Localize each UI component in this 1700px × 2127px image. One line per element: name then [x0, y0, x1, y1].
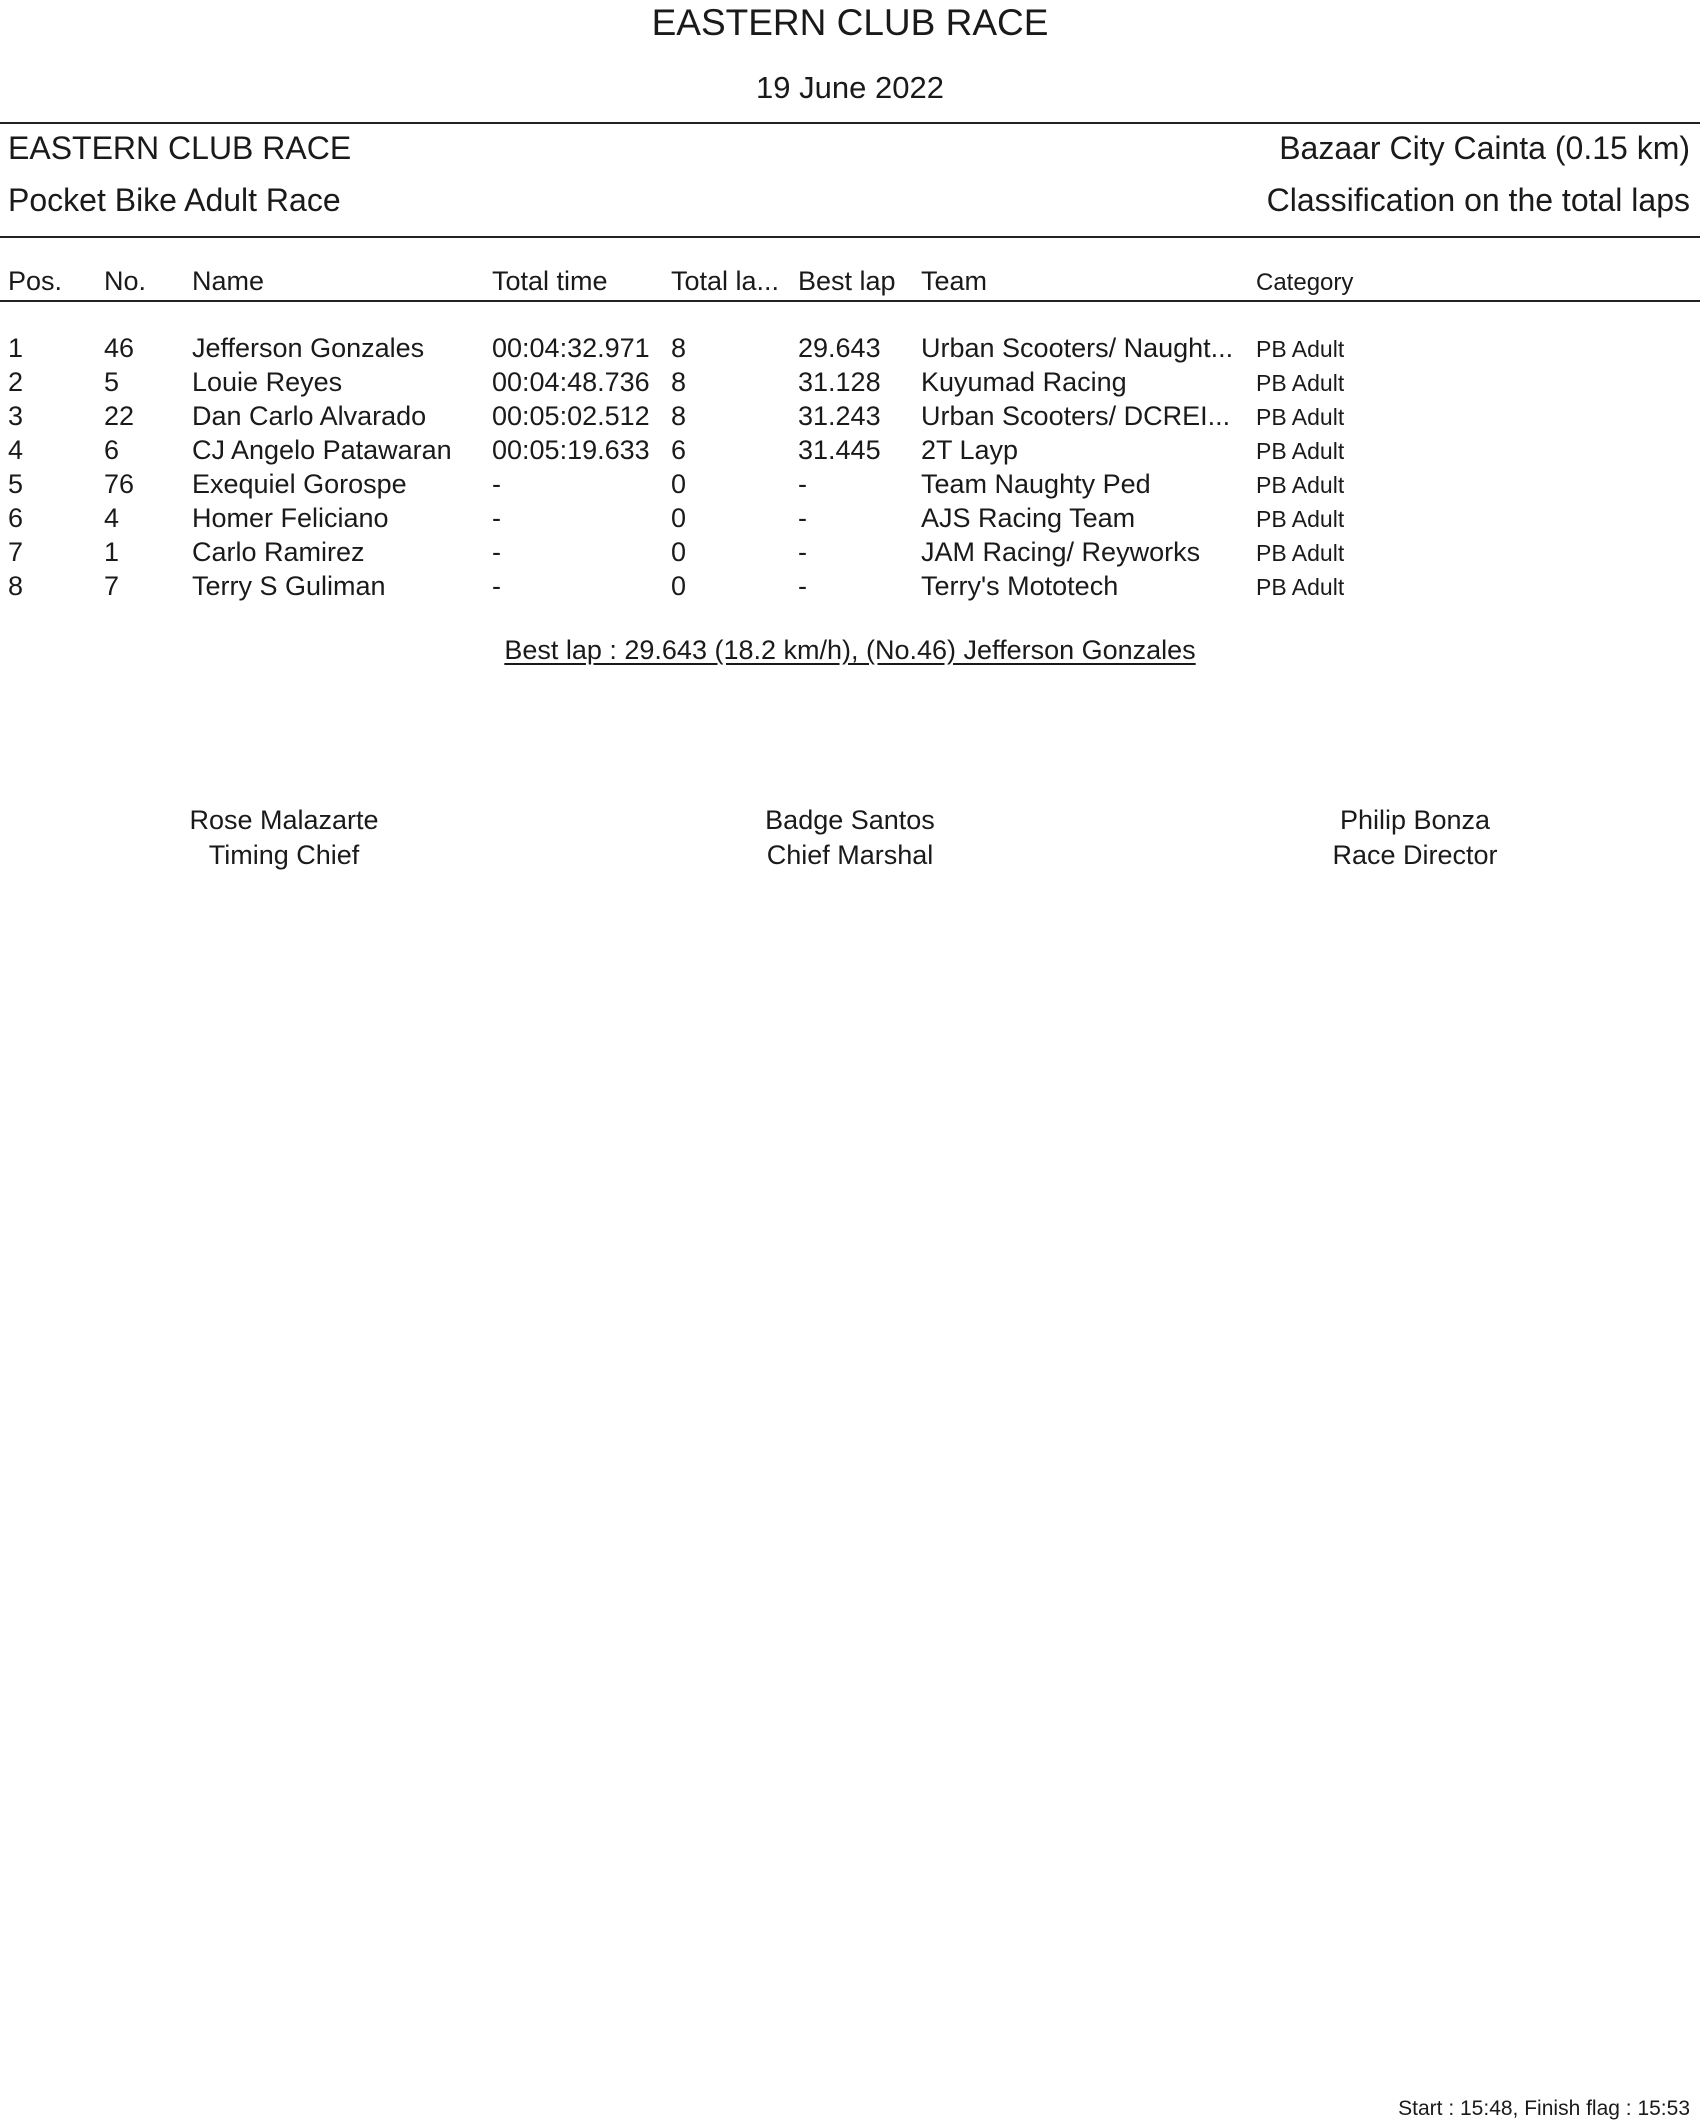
cell-total-laps: 0 [671, 503, 687, 533]
col-header-category: Category [1256, 269, 1354, 296]
cell-total-laps: 0 [671, 469, 687, 499]
table-row [0, 401, 1700, 435]
cell-best-lap: 31.445 [798, 435, 881, 465]
venue: Bazaar City Cainta (0.15 km) [1279, 130, 1690, 166]
signatory-role: Race Director [1332, 840, 1498, 870]
cell-best-lap: 31.128 [798, 367, 881, 397]
page-title: EASTERN CLUB RACE [651, 2, 1049, 43]
best-lap-summary-text: Best lap : 29.643 (18.2 km/h), (No.46) Jefferson Gonzales [504, 635, 1196, 665]
col-header-total-laps: Total la... [671, 266, 780, 296]
cell-pos: 8 [8, 571, 24, 601]
cell-pos: 3 [8, 401, 24, 431]
cell-name: Dan Carlo Alvarado [192, 401, 427, 431]
signature-race-director [1215, 803, 1615, 873]
race-date: 19 June 2022 [756, 70, 944, 105]
cell-pos: 4 [8, 435, 24, 465]
cell-name: Jefferson Gonzales [192, 333, 425, 363]
cell-no: 76 [104, 469, 135, 499]
cell-pos: 7 [8, 537, 24, 567]
cell-total-laps: 0 [671, 537, 687, 567]
cell-name: Exequiel Gorospe [192, 469, 407, 499]
cell-total-time: 00:05:19.633 [492, 435, 650, 465]
cell-total-time: 00:04:32.971 [492, 333, 650, 363]
cell-team: Team Naughty Ped [921, 469, 1151, 499]
start-finish-times: Start : 15:48, Finish flag : 15:53 [1398, 2097, 1690, 2120]
cell-team: JAM Racing/ Reyworks [921, 537, 1201, 567]
cell-no: 6 [104, 435, 120, 465]
divider [0, 236, 1700, 238]
cell-no: 46 [104, 333, 135, 363]
cell-pos: 2 [8, 367, 24, 397]
cell-name: Louie Reyes [192, 367, 343, 397]
signature-chief-marshal [650, 803, 1050, 873]
cell-no: 1 [104, 537, 120, 567]
table-row [0, 333, 1700, 367]
signatory-name: Philip Bonza [1339, 805, 1491, 835]
cell-total-laps: 0 [671, 571, 687, 601]
cell-no: 7 [104, 571, 120, 601]
cell-team: Kuyumad Racing [921, 367, 1127, 397]
cell-best-lap: 29.643 [798, 333, 881, 363]
cell-total-time: - [492, 571, 501, 601]
cell-name: Carlo Ramirez [192, 537, 365, 567]
table-row [0, 469, 1700, 503]
signatory-role: Chief Marshal [766, 840, 934, 870]
divider [0, 300, 1700, 302]
cell-category: PB Adult [1256, 574, 1345, 600]
table-row [0, 503, 1700, 537]
cell-name: Terry S Guliman [192, 571, 386, 601]
cell-category: PB Adult [1256, 540, 1345, 566]
table-row [0, 435, 1700, 469]
cell-total-time: 00:04:48.736 [492, 367, 650, 397]
table-row [0, 537, 1700, 571]
cell-best-lap: 31.243 [798, 401, 881, 431]
event-name: EASTERN CLUB RACE [8, 130, 352, 166]
table-row [0, 571, 1700, 605]
cell-pos: 6 [8, 503, 24, 533]
signatory-name: Rose Malazarte [189, 805, 379, 835]
cell-total-time: - [492, 469, 501, 499]
signatory-name: Badge Santos [765, 805, 935, 835]
col-header-total-time: Total time [492, 266, 608, 296]
cell-best-lap: - [798, 503, 807, 533]
cell-best-lap: - [798, 537, 807, 567]
col-header-no: No. [104, 266, 147, 296]
cell-total-time: - [492, 503, 501, 533]
cell-best-lap: - [798, 469, 807, 499]
cell-category: PB Adult [1256, 438, 1345, 464]
cell-team: Urban Scooters/ DCREI... [921, 401, 1231, 431]
cell-category: PB Adult [1256, 370, 1345, 396]
cell-no: 22 [104, 401, 135, 431]
cell-total-laps: 8 [671, 333, 687, 363]
divider [0, 122, 1700, 124]
col-header-team: Team [921, 266, 988, 296]
cell-category: PB Adult [1256, 506, 1345, 532]
cell-team: AJS Racing Team [921, 503, 1136, 533]
table-row [0, 367, 1700, 401]
cell-pos: 1 [8, 333, 24, 363]
cell-no: 4 [104, 503, 120, 533]
cell-total-laps: 8 [671, 367, 687, 397]
cell-category: PB Adult [1256, 336, 1345, 362]
cell-team: 2T Layp [921, 435, 1019, 465]
cell-category: PB Adult [1256, 472, 1345, 498]
signature-timing-chief [84, 803, 484, 873]
cell-total-time: - [492, 537, 501, 567]
cell-category: PB Adult [1256, 404, 1345, 430]
cell-total-laps: 8 [671, 401, 687, 431]
signatory-role: Timing Chief [208, 840, 360, 870]
col-header-best-lap: Best lap [798, 266, 896, 296]
best-lap-summary [0, 635, 1700, 666]
race-name: Pocket Bike Adult Race [8, 182, 341, 218]
classification-type: Classification on the total laps [1266, 182, 1690, 218]
col-header-pos: Pos. [8, 266, 63, 296]
cell-no: 5 [104, 367, 120, 397]
cell-name: Homer Feliciano [192, 503, 389, 533]
cell-total-laps: 6 [671, 435, 687, 465]
cell-pos: 5 [8, 469, 24, 499]
cell-team: Terry's Mototech [921, 571, 1119, 601]
cell-name: CJ Angelo Patawaran [192, 435, 452, 465]
cell-total-time: 00:05:02.512 [492, 401, 650, 431]
cell-team: Urban Scooters/ Naught... [921, 333, 1234, 363]
cell-best-lap: - [798, 571, 807, 601]
col-header-name: Name [192, 266, 265, 296]
